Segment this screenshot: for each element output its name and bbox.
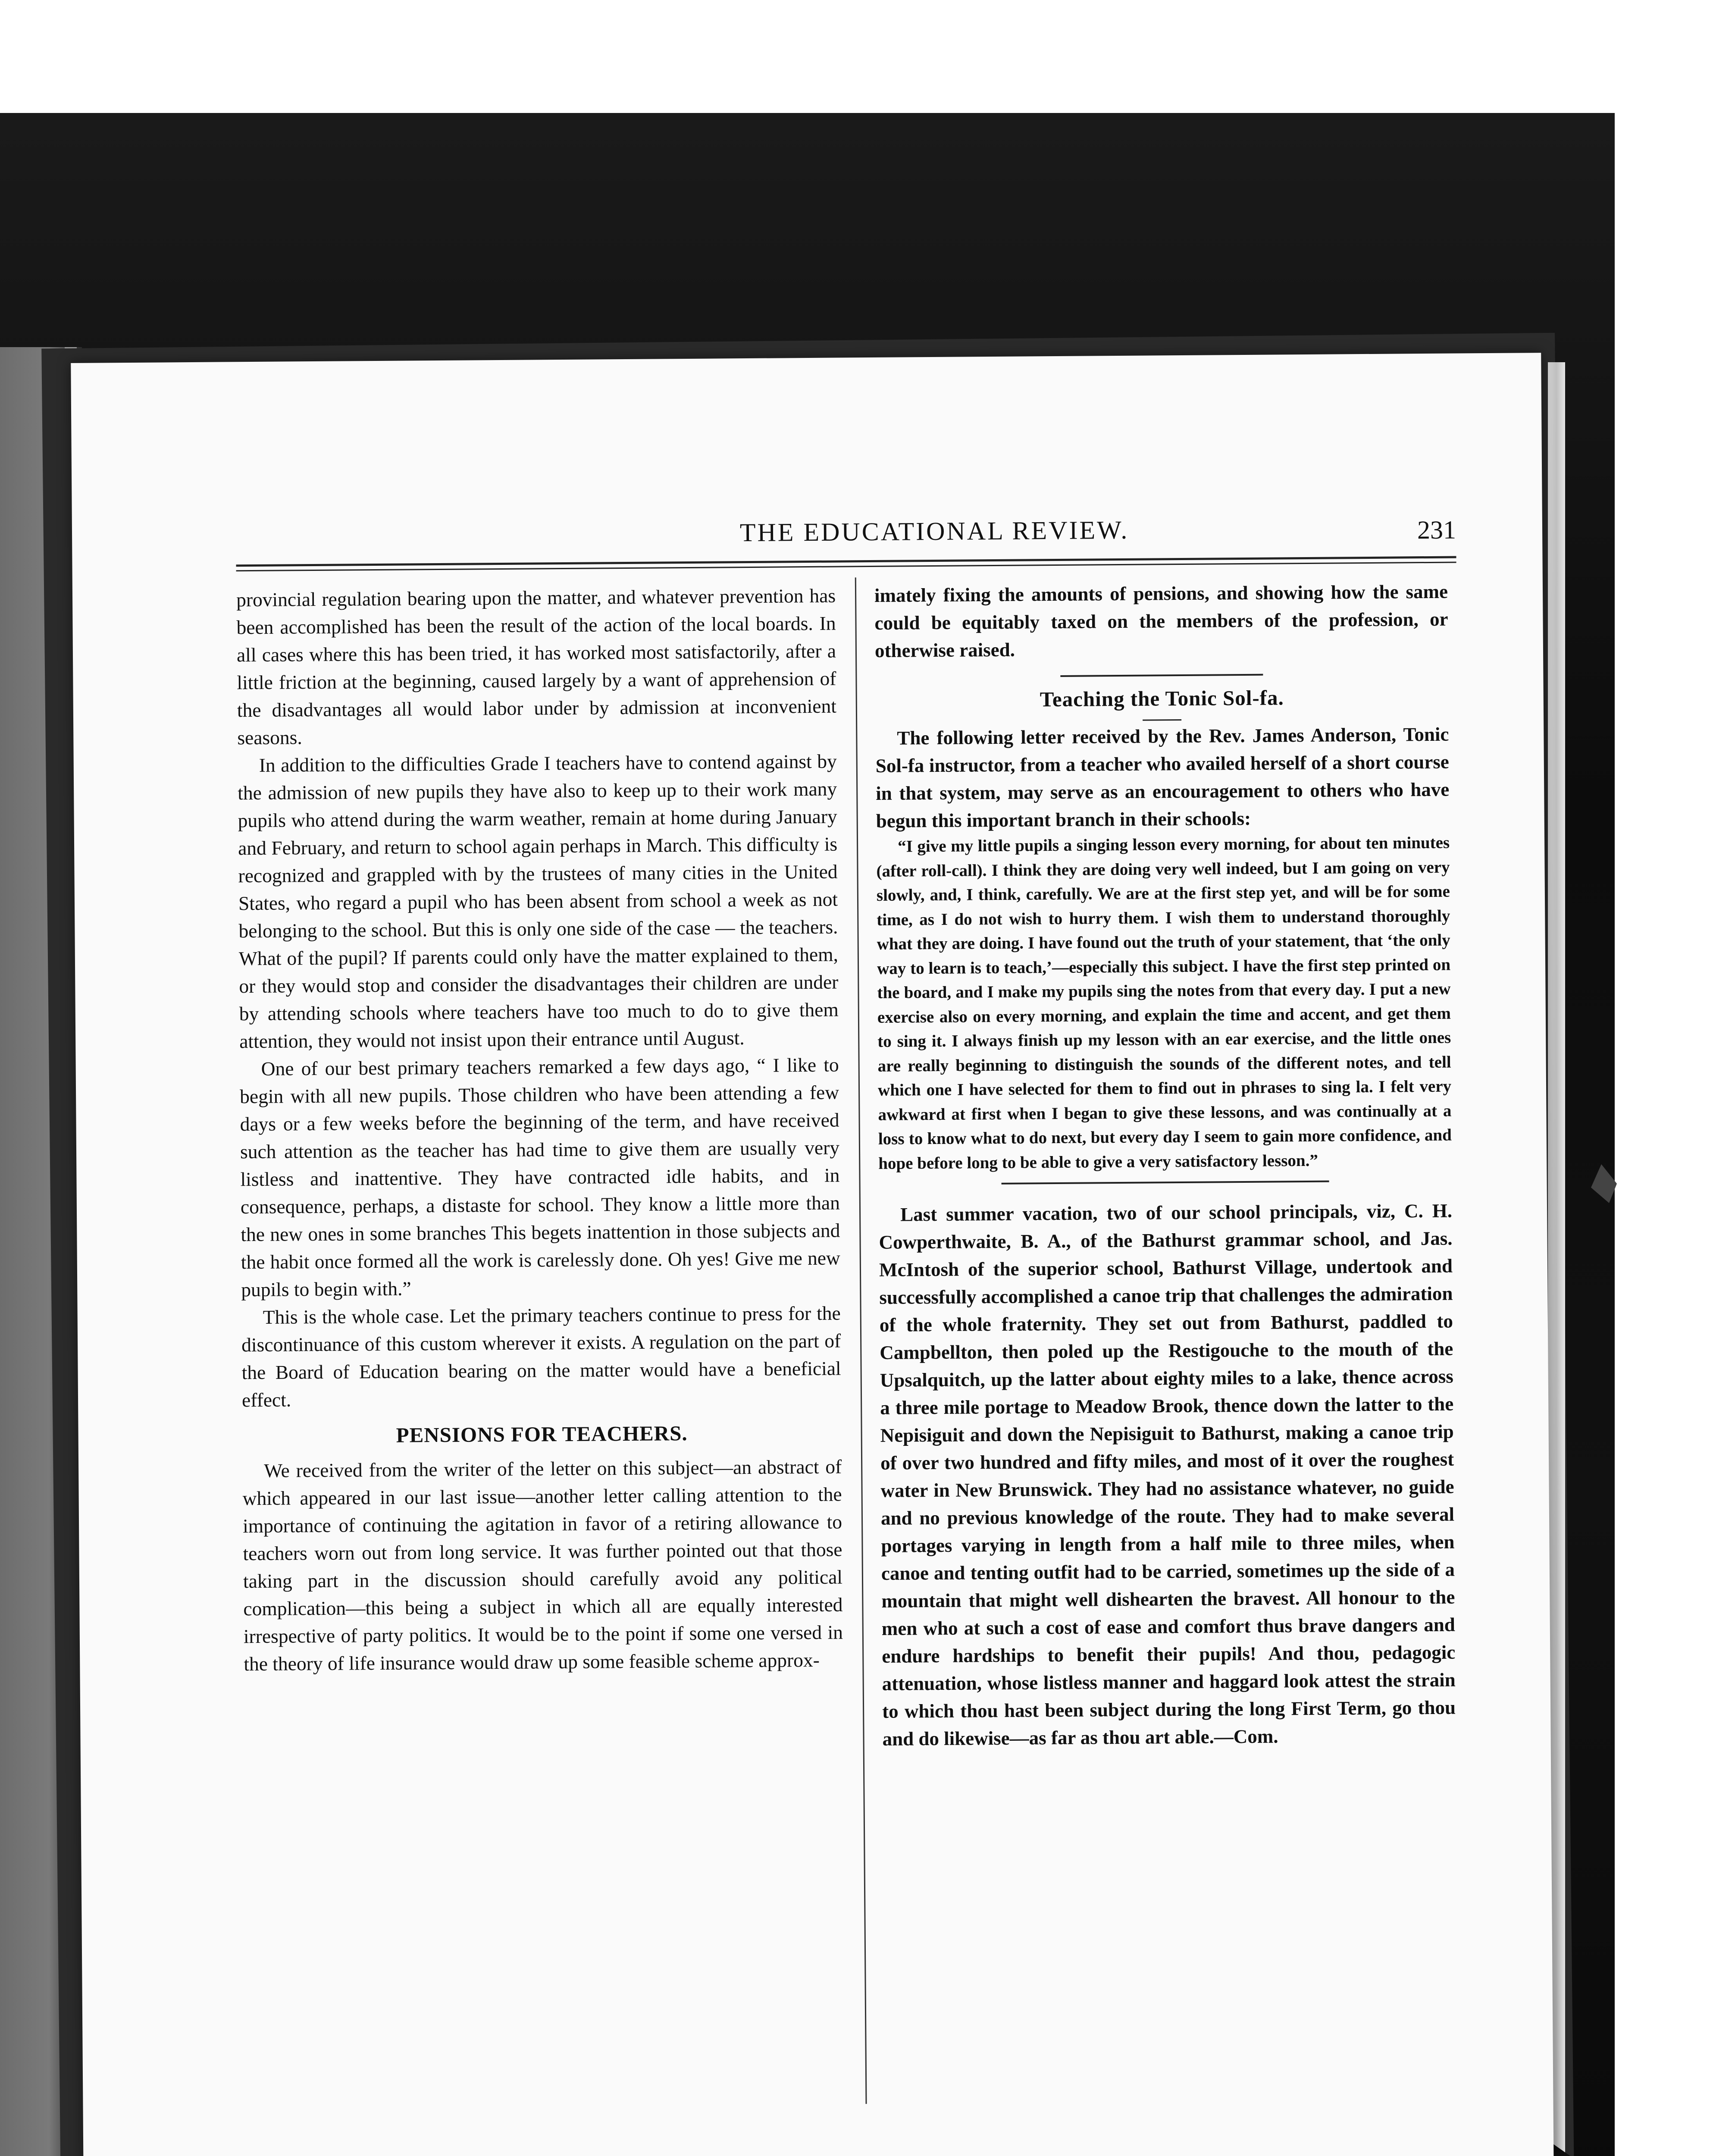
section-rule <box>1002 1181 1329 1185</box>
scan-top-margin <box>0 0 1735 113</box>
section-heading-solfa: Teaching the Tonic Sol-fa. <box>1040 686 1284 711</box>
page-number: 231 <box>1417 515 1456 545</box>
document-page <box>71 353 1554 2156</box>
left-column <box>236 582 843 1678</box>
header-rule <box>236 556 1456 572</box>
paragraph: This is the whole case. Let the primary teachers continue to press for the discontinuance of this custom wherever it exists. A regulation on the part of the Board of Education bearing on the matter would have a beneficial effect. <box>241 1302 841 1411</box>
paragraph: In addition to the difficulties Grade I teachers have to contend against by the admission of new pupils they have also to keep up to their work many pupils who attend during the warm weather, remain at home during January and February, and return to school again perhaps in March. This difficulty is recognized and grappled with by the trustees of many cities in the United States, who regard a pupil who has been absent from school a week as not belonging to the school. But this is only one side of the case — the teachers. What of the pupil? If parents could only have the matter explained to them, or they would stop and consider the disadvantages their children are under by attending schools where teachers have too much to do to give them attention, they would not insist upon their entrance until August. <box>238 750 839 1053</box>
paragraph: One of our best primary teachers remarked a few days ago, “ I like to begin with all new pupils. Those children who have been attending a few days or a few weeks before the beginning of the term, and have received such attention as the teacher has had time to give them are usually very listless and inattentive. They have contracted idle habits, and in consequence, perhaps, a distaste for school. They know a little more than the new ones in some branches This begets inattention in those subjects and the habit once formed all the work is carelessly done. Oh yes! Give me new pupils to begin with.” <box>239 1053 840 1301</box>
paragraph: The following letter received by the Rev. James Anderson, Tonic Sol-fa instructor, from a teacher who availed herself of a short course in that system, may serve as an encouragement to others who have begun this important branch in their schools: <box>875 723 1450 832</box>
right-column <box>874 578 1456 1753</box>
heading-underline <box>1143 719 1181 721</box>
section-rule <box>1060 674 1263 677</box>
paragraph: We received from the writer of the letter on this subject—an abstract of which appeared in our last issue—another letter calling attention to the importance of continuing the agitation in favor of a retiring allowance to teachers worn out from long service. It was further pointed out that those taking part in the discussion should carefully avoid any political complication—this being a subject in which all are equally interested irrespective of party politics. It would be to the point if some one versed in the theory of life insurance would draw up some feasible scheme approx- <box>242 1455 843 1675</box>
paragraph: imately fixing the amounts of pensions, and showing how the same could be equitably taxed on the members of the profession, or otherwise raised. <box>874 580 1448 661</box>
paragraph: provincial regulation bearing upon the matter, and whatever prevention has been accomplished has been the result of the action of the local boards. In all cases where this has been tried, it has worked most satisfactorily, after a little friction at the beginning, caused largely by a want of apprehension of the disadvantages all would labor under by admission at inconvenient seasons. <box>236 584 837 749</box>
running-head: THE EDUCATIONAL REVIEW. <box>739 515 1129 547</box>
paragraph: Last summer vacation, two of our school principals, viz, C. H. Cowperthwaite, B. A., of the Bathurst grammar school, and Jas. McIntosh of the superior school, Bathurst Village, undertook and successfully accomplished a canoe trip that challenges the admiration of the whole fraternity. They set out from Bathurst, paddled to Campbellton, then poled up the Restigouche to the mouth of the Upsalquitch, up the latter about eighty miles to a lake, thence across a three mile portage to Meadow Brook, thence down the latter to the Nepisiguit and down the Nepisiguit to Bathurst, making a canoe trip of over two hundred and fifty miles, and most of it over the roughest water in New Brunswick. They had no assistance whatever, no guide and no previous knowledge of the route. They had to make several portages varying in length from a half mile to three miles, when canoe and tenting outfit had to be carried, sometimes up the side of a mountain that might well dishearten the bravest. All honour to the men who at such a cost of ease and comfort thus brave dangers and endure hardships to benefit their pupils! And thou, pedagogic attenuation, whose listless manner and haggard look attest the strain to which thou hast been subject during the long First Term, go thou and do likewise—as far as thou art able.—Com. <box>879 1200 1456 1750</box>
section-heading-pensions: PENSIONS FOR TEACHERS. <box>396 1421 688 1447</box>
quoted-letter: “I give my little pupils a singing lesson every morning, for about ten minutes (after roll-call). I think they are doing very well indeed, but I am going on very slowly, and, I think, carefully. We are at the first step yet, and will be for some time, as I do not wish to hurry them. I wish them to understand thoroughly what they are doing. I have found out the truth of your statement, that ‘the only way to learn is to teach,’—especially this subject. I have the first step printed on the board, and I make my pupils sing the notes from that every day. I put a new exercise also on every morning, and explain the time and accent, and get them to sing it. I always finish up my lesson with an ear exercise, and the little ones are really beginning to distinguish the sounds of the different notes, and tell which one I have selected for them to find out in phrases to sing la. I felt very awkward at first when I began to give these lessons, and was continually at a loss to know what to do next, but every day I seem to gain more confidence, and hope before long to be able to give a very satisfactory lesson.” <box>876 833 1452 1173</box>
column-divider <box>855 577 867 2104</box>
